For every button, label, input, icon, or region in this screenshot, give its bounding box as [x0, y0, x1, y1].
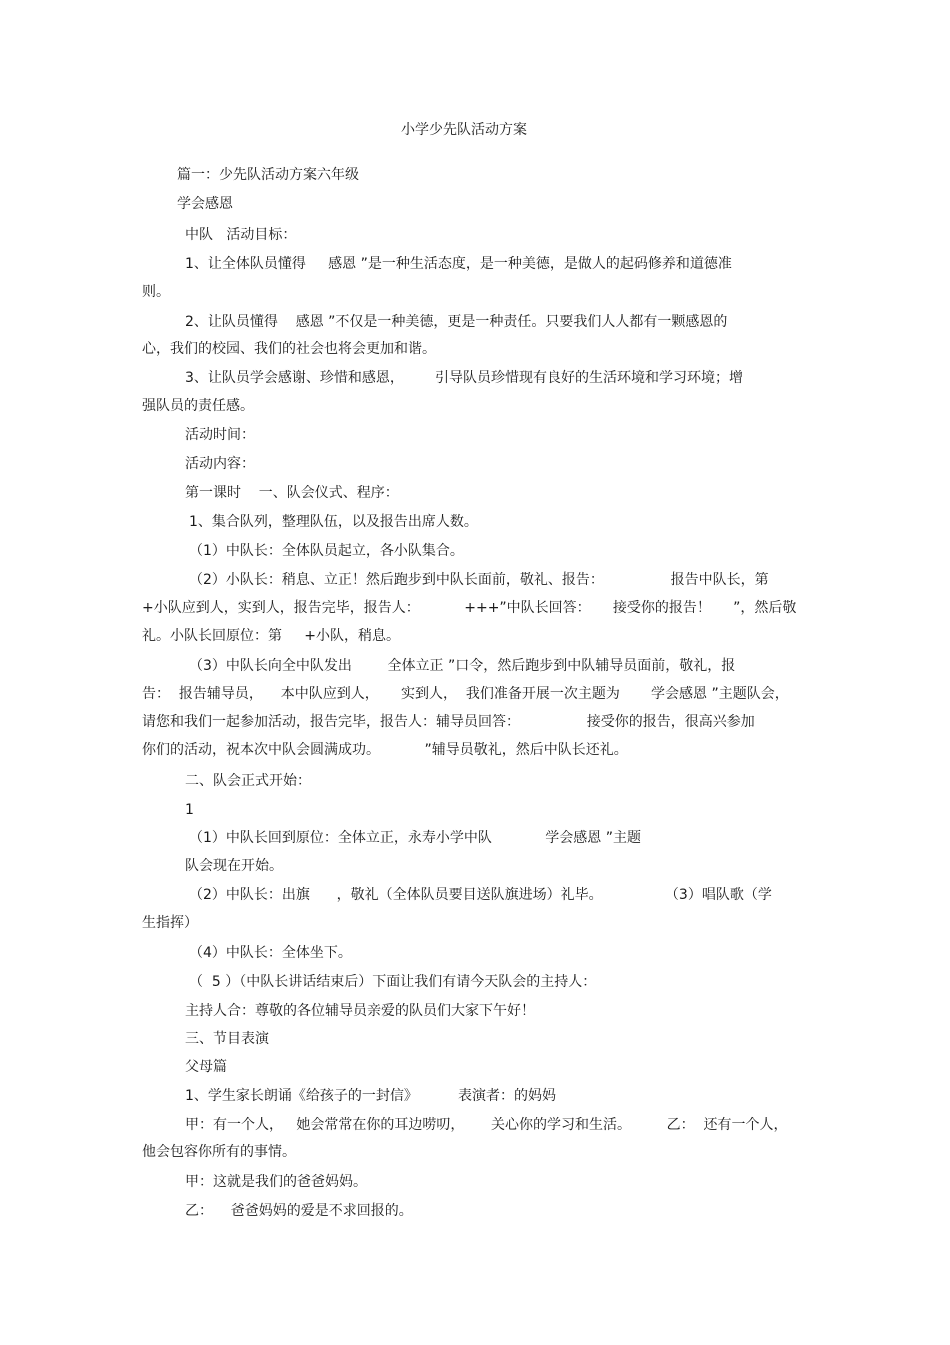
paragraph-line: （2）小队长：稍息、立正！然后跑步到中队长面前，敬礼、报告： 报告中队长，第: [189, 572, 769, 588]
paragraph-line: （3）中队长向全中队发出 全体立正 ”口令，然后跑步到中队辅导员面前，敬礼，报: [189, 658, 736, 674]
paragraph-line: 活动内容：: [185, 456, 255, 472]
document-title: 小学少先队活动方案: [401, 122, 527, 138]
paragraph-line: 强队员的责任感。: [142, 398, 254, 414]
paragraph-line: 三、节目表演: [185, 1031, 269, 1047]
paragraph-line: 1、学生家长朗诵《给孩子的一封信》 表演者：的妈妈: [185, 1088, 556, 1104]
paragraph-line: 礼。小队长回原位：第 +小队，稍息。: [142, 628, 400, 644]
paragraph-line: 你们的活动，祝本次中队会圆满成功。 ”辅导员敬礼，然后中队长还礼。: [142, 742, 628, 758]
paragraph-line: （4）中队长：全体坐下。: [189, 945, 352, 961]
paragraph-line: 活动时间：: [185, 427, 255, 443]
paragraph-line: 第一课时 一、队会仪式、程序：: [185, 485, 399, 501]
section-heading: 篇一：少先队活动方案六年级: [177, 167, 359, 183]
paragraph-line: 告： 报告辅导员， 本中队应到人， 实到人， 我们准备开展一次主题为 学会感恩 ”主题队会，: [142, 686, 789, 702]
paragraph-line: 3、让队员学会感谢、珍惜和感恩， 引导队员珍惜现有良好的生活环境和学习环境；增: [185, 370, 744, 386]
paragraph-line: 队会现在开始。: [185, 858, 283, 874]
paragraph-line: （ 5 ）（中队长讲话结束后）下面让我们有请今天队会的主持人：: [189, 974, 597, 990]
paragraph-line: 1、让全体队员懂得 感恩 ”是一种生活态度，是一种美德，是做人的起码修养和道德准: [185, 256, 732, 272]
paragraph-line: 生指挥）: [142, 915, 198, 931]
paragraph-line: 2、让队员懂得 感恩 ”不仅是一种美德，更是一种责任。只要我们人人都有一颗感恩的: [185, 314, 728, 330]
paragraph-line: 请您和我们一起参加活动，报告完毕，报告人：辅导员回答： 接受你的报告，很高兴参加: [142, 714, 755, 730]
subheading: 学会感恩: [177, 196, 233, 212]
paragraph-line: 他会包容你所有的事情。: [142, 1144, 296, 1160]
paragraph-line: 乙： 爸爸妈妈的爱是不求回报的。: [185, 1203, 413, 1219]
paragraph-line: 心，我们的校园、我们的社会也将会更加和谐。: [142, 341, 436, 357]
paragraph-line: 1: [185, 802, 194, 818]
paragraph-line: 甲：这就是我们的爸爸妈妈。: [185, 1174, 367, 1190]
paragraph-line: +小队应到人，实到人，报告完毕，报告人： +++”中队长回答： 接受你的报告！ ”，然后敬: [142, 600, 797, 616]
paragraph-line: 甲：有一个人， 她会常常在你的耳边唠叨， 关心你的学习和生活。 乙： 还有一个人，: [185, 1117, 788, 1133]
paragraph-line: 中队 活动目标：: [185, 227, 297, 243]
paragraph-line: 二、队会正式开始：: [185, 773, 311, 789]
paragraph-line: 主持人合：尊敬的各位辅导员亲爱的队员们大家下午好！: [185, 1003, 535, 1019]
paragraph-line: 则。: [142, 284, 170, 300]
paragraph-line: （2）中队长：出旗 ，敬礼（全体队员要目送队旗进场）礼毕。 （3）唱队歌（学: [189, 887, 772, 903]
paragraph-line: （1）中队长：全体队员起立，各小队集合。: [189, 543, 464, 559]
paragraph-line: （1）中队长回到原位：全体立正，永寿小学中队 学会感恩 ”主题: [189, 830, 642, 846]
paragraph-line: 父母篇: [185, 1059, 227, 1075]
paragraph-line: 1、集合队列，整理队伍，以及报告出席人数。: [189, 514, 478, 530]
